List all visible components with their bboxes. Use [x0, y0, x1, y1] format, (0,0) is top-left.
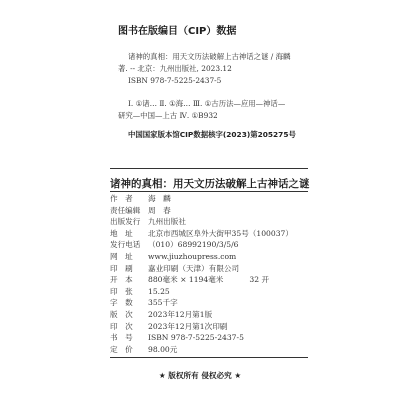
colophon-row [110, 264, 239, 274]
colophon-label: 字 数 [110, 298, 133, 308]
colophon-row [110, 206, 171, 216]
colophon-value: 海 麟 [148, 194, 171, 203]
top-rule [110, 168, 308, 169]
colophon-label: 网 址 [110, 252, 133, 261]
colophon-label: 印 次 [110, 321, 133, 331]
colophon-row [110, 287, 170, 297]
cip-line-classification-cont: 研究—中国—上古 Ⅳ. ①B932 [118, 111, 218, 120]
cip-line-isbn: ISBN 978-7-5225-2437-5 [128, 76, 222, 85]
colophon-label: 地 址 [110, 228, 133, 238]
colophon-row [110, 252, 236, 262]
colophon-row [110, 333, 244, 343]
colophon-value: 355千字 [148, 298, 178, 308]
colophon-row [110, 345, 177, 355]
colophon-row [110, 310, 212, 320]
colophon-row [110, 322, 227, 332]
book-title: 诸神的真相：用天文历法破解上古神话之谜 [110, 178, 310, 190]
colophon-label: 发行电话 [110, 240, 141, 250]
colophon-value: 880毫米 × 1194毫米 [148, 275, 224, 285]
bottom-rule [110, 357, 308, 358]
colophon-row [110, 194, 171, 204]
colophon-label: 作 者 [110, 194, 133, 203]
colophon-value: www.jiuzhoupress.com [148, 252, 237, 261]
colophon-label: 版 次 [110, 310, 133, 319]
cip-line-record-number: 中国国家版本馆CIP数据核字(2023)第205275号 [128, 130, 296, 139]
colophon-value: 嘉业印刷（天津）有限公司 [148, 263, 240, 273]
colophon-label: 出版发行 [110, 217, 141, 227]
colophon-value: 九州出版社 [148, 217, 186, 227]
colophon-value: 周 春 [148, 205, 171, 215]
colophon-value: 2023年12月第1次印刷 [148, 321, 228, 331]
colophon-label: 书 号 [110, 333, 133, 343]
cip-line-publisher: 著. -- 北京：九州出版社, 2023.12 [118, 64, 232, 73]
cip-line-title: 诸神的真相：用天文历法破解上古神话之谜 / 海麟 [128, 52, 291, 61]
cip-heading: 图书在版编目（CIP）数据 [118, 26, 237, 37]
colophon-value: （010）68992190/3/5/6 [148, 240, 239, 250]
colophon-label: 印 张 [110, 286, 133, 296]
colophon-label: 定 价 [110, 344, 133, 354]
colophon-label: 责任编辑 [110, 205, 141, 215]
colophon-row [110, 240, 239, 250]
cip-line-classification: Ⅰ. ①诸… Ⅱ. ①海… Ⅲ. ①古历法—应用—神话— [128, 99, 286, 108]
title-rule [110, 191, 308, 192]
colophon-extra: 32 开 [249, 275, 270, 285]
colophon-row [110, 275, 269, 285]
colophon-value: 北京市西城区阜外大街甲35号（100037） [148, 228, 293, 238]
colophon-label: 印 刷 [110, 263, 133, 273]
colophon-row [110, 229, 293, 239]
colophon-label: 开 本 [110, 275, 133, 285]
colophon-row [110, 298, 178, 308]
colophon-row [110, 217, 186, 227]
rights-notice: ★ 版权所有 侵权必究 ★ [158, 371, 242, 380]
colophon-value: ISBN 978-7-5225-2437-5 [148, 333, 244, 343]
colophon-value: 98.00元 [148, 344, 178, 354]
colophon-value: 15.25 [148, 286, 170, 296]
colophon-value: 2023年12月第1版 [148, 310, 213, 319]
